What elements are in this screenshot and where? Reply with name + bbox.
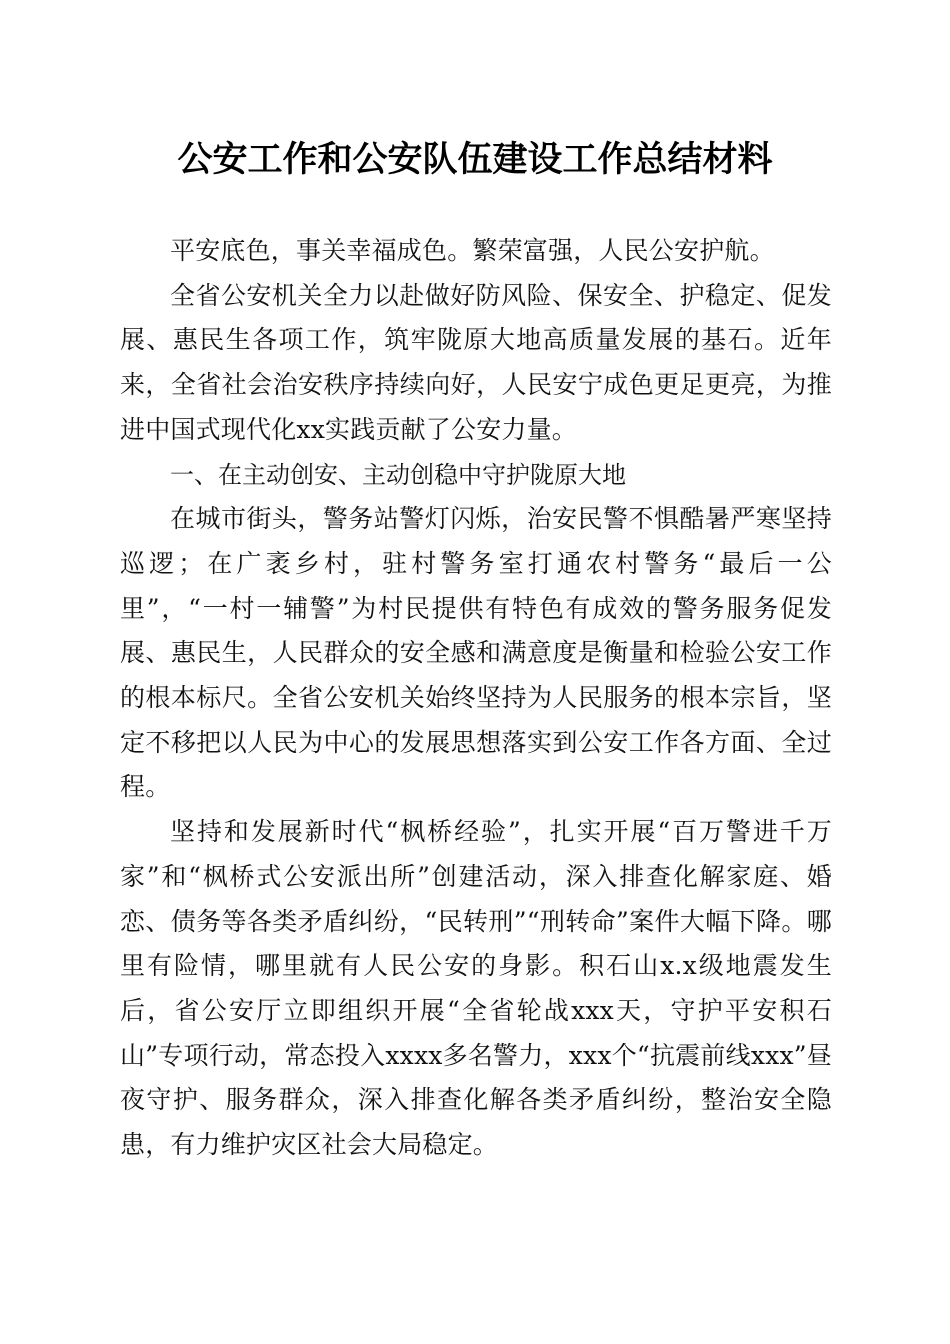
intro-paragraph-2: 全省公安机关全力以赴做好防风险、保安全、护稳定、促发展、惠民生各项工作，筑牢陇原大地高质量发展的基石。近年来，全省社会治安秩序持续向好，人民安宁成色更足更亮，为推进中国式现代化xx实践贡献了公安力量。 — [120, 280, 832, 444]
document-title: 公安工作和公安队伍建设工作总结材料 — [177, 139, 773, 180]
document-body — [120, 229, 832, 1168]
intro-paragraph-1: 平安底色，事关幸福成色。繁荣富强，人民公安护航。 — [170, 236, 775, 265]
section1-paragraph-1: 在城市街头，警务站警灯闪烁，治安民警不惧酷暑严寒坚持巡逻；在广袤乡村，驻村警务室打通农村警务“最后一公里”，“一村一辅警”为村民提供有特色有成效的警务服务促发展、惠民生，人民群众的安全感和满意度是衡量和检验公安工作的根本标尺。全省公安机关始终坚持为人民服务的根本宗旨，坚定不移把以人民为中心的发展思想落实到公安工作各方面、全过程。 — [120, 504, 832, 802]
section-heading-1: 一、在主动创安、主动创稳中守护陇原大地 — [170, 460, 626, 489]
section1-paragraph-2: 坚持和发展新时代“枫桥经验”，扎实开展“百万警进千万家”和“枫桥式公安派出所”创建活动，深入排查化解家庭、婚恋、债务等各类矛盾纠纷，“民转刑”“刑转命”案件大幅下降。哪里有险情，哪里就有人民公安的身影。积石山x.x级地震发生后，省公安厅立即组织开展“全省轮战xxx天，守护平安积石山”专项行动，常态投入xxxx多名警力，xxx个“抗震前线xxx”昼夜守护、服务群众，深入排查化解各类矛盾纠纷，整治安全隐患，有力维护灾区社会大局稳定。 — [120, 817, 832, 1160]
